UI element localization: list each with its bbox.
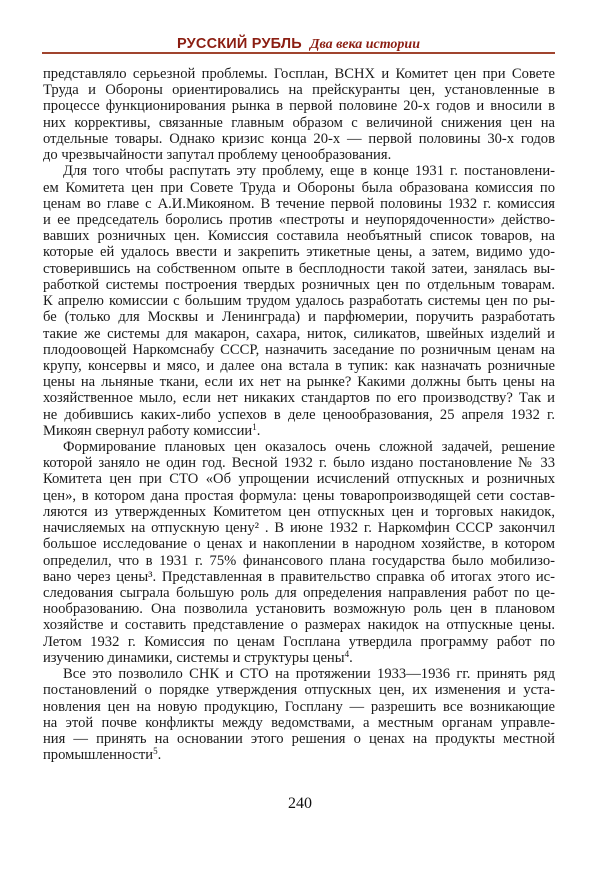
text-line: ем Комитета цен при Совете Труда и Обороны была образована комиссия по [43, 179, 555, 196]
page-number: 240 [288, 795, 312, 812]
paragraph [43, 163, 555, 439]
text-line: нообразованию. Она позволила установить возможную роль цен в плановом [43, 601, 555, 618]
paragraph [43, 666, 555, 763]
running-head [42, 35, 555, 53]
text-line: цен», в котором дана простая формула: цены товаропроизводящей сети состав- [43, 487, 555, 504]
text-line: такие же системы для макарон, сахара, ниток, силикатов, швейных изделий и [43, 325, 555, 342]
book-title: РУССКИЙ РУБЛЬ [177, 36, 302, 52]
text-line: следования сыграла большую роль для определения направления работ по це- [43, 585, 555, 601]
book-subtitle: Два века истории [309, 37, 420, 52]
text-line: Формирование плановых цен оказалось очень сложной задачей, решение [63, 439, 555, 456]
text-line: ляются из утвержденных Комитетом цен отпускных цен и торговых накидок, [43, 503, 555, 520]
text-line: крупу, консервы и мясо, и далее она встала в тупик: как назначать розничные [43, 357, 555, 374]
text-line: большое исследование о ценах и накоплении в народном хозяйстве, в котором [43, 536, 555, 553]
body-text [43, 66, 555, 763]
text-line: Микоян свернул работу комиссии$^1$. [43, 421, 261, 439]
text-line: которые ей удалось ввести и закрепить этикетные цены, а затем, видимо удо- [43, 244, 555, 261]
text-line: изучению динамики, системы и структуры цены$^4$. [43, 648, 353, 666]
text-line: цены на льняные ткани, если их нет на рынке? Какими должны быть цены на [43, 374, 555, 391]
text-line: постановлений о порядке утверждения отпускных цен, их изменения и уста- [43, 682, 555, 699]
text-line: промышленности$^5$. [43, 746, 162, 764]
header-rule [42, 52, 555, 54]
text-line: процессе функционирования рынка в первой половине 20-х годов и вносили в [43, 98, 555, 115]
text-line: не добившись каких-либо успехов в деле ценообразования, 25 апреля 1932 г. [43, 406, 555, 423]
text-line: хозяйственное мыло, если нет никаких стандартов по его производству? Так и [43, 390, 555, 407]
text-line: начисляемых на отпускную цену² . В июне 1932 г. Наркомфин СССР закончил [43, 520, 555, 537]
text-line: Труда и Обороны ориентировались на прейскуранты цен, установленные в [43, 82, 555, 99]
text-line: до чрезвычайности запутал проблему ценообразования. [43, 147, 392, 164]
paragraph [43, 439, 555, 666]
text-line: хозяйстве и составить представление о размерах накидок на отпускные цены. [43, 617, 555, 634]
text-line: отдельные товары. Однако кризис конца 20-х — первой половины 30-х годов [43, 130, 555, 147]
footnote-marker[interactable]: 1 [252, 421, 257, 432]
text-line: ценам во главе с А.И.Микояном. В течение первой половины 1932 г. комиссия [43, 195, 555, 212]
text-line: плодоовощей Наркомснабу СССР, назначить заседание по розничным ценам на [43, 341, 555, 358]
text-line: них коррективы, связанные главным образом с величиной снижения цен на [43, 114, 555, 131]
text-line: и ее председатель боролись против «пестроты и неупорядоченности» действо- [43, 211, 555, 228]
text-line: бе (только для Москвы и Ленинграда) и парфюмерии, поручить разработать [43, 309, 555, 326]
text-line: стоверившись на собственном опыте в бесплодности такой затеи, занялась вы- [43, 260, 555, 277]
paragraph [43, 66, 555, 163]
text-line: Летом 1932 г. Комиссия по ценам Госплана утвердила программу работ по [43, 633, 555, 650]
text-line: Все это позволило СНК и СТО на протяжении 1933—1936 гг. принять ряд [63, 666, 555, 683]
text-line: Комитета цен при СТО «Об упрощении исчислений отпускных и розничных [43, 471, 555, 488]
text-line: новления цен на новую продукцию, Госплану — разрешить все возникающие [43, 698, 555, 715]
text-line: Для того чтобы распутать эту проблему, еще в конце 1931 г. постановлени- [63, 163, 555, 180]
text-line: которой заняло не один год. Весной 1932 г. было издано постановление № 33 [43, 455, 555, 472]
text-line: вано через цены³. Представленная в правительство справка об итогах этого ис- [43, 568, 555, 585]
text-line: представляло серьезной проблемы. Госплан, ВСНХ и Комитет цен при Совете [43, 66, 555, 82]
text-line: вавших розничных цен. Комиссия составила необъятный список товаров, на [43, 228, 555, 245]
text-line: работкой системы построения твердых розничных цен по отдельным товарам. [43, 276, 555, 293]
text-line: на этой почве конфликты между ведомствами, а местным органам управле- [43, 714, 555, 731]
text-line: К апрелю комиссии с большим трудом удалось разработать системы цен по ры- [43, 293, 555, 310]
text-line: определил, что в 1931 г. 75% финансового плана государства было мобилизо- [43, 552, 555, 569]
text-line: ния — принять на основании этого решения о ценах на продукты местной [43, 730, 555, 747]
footnote-marker[interactable]: 5 [153, 746, 158, 757]
footnote-marker[interactable]: 4 [344, 648, 350, 659]
